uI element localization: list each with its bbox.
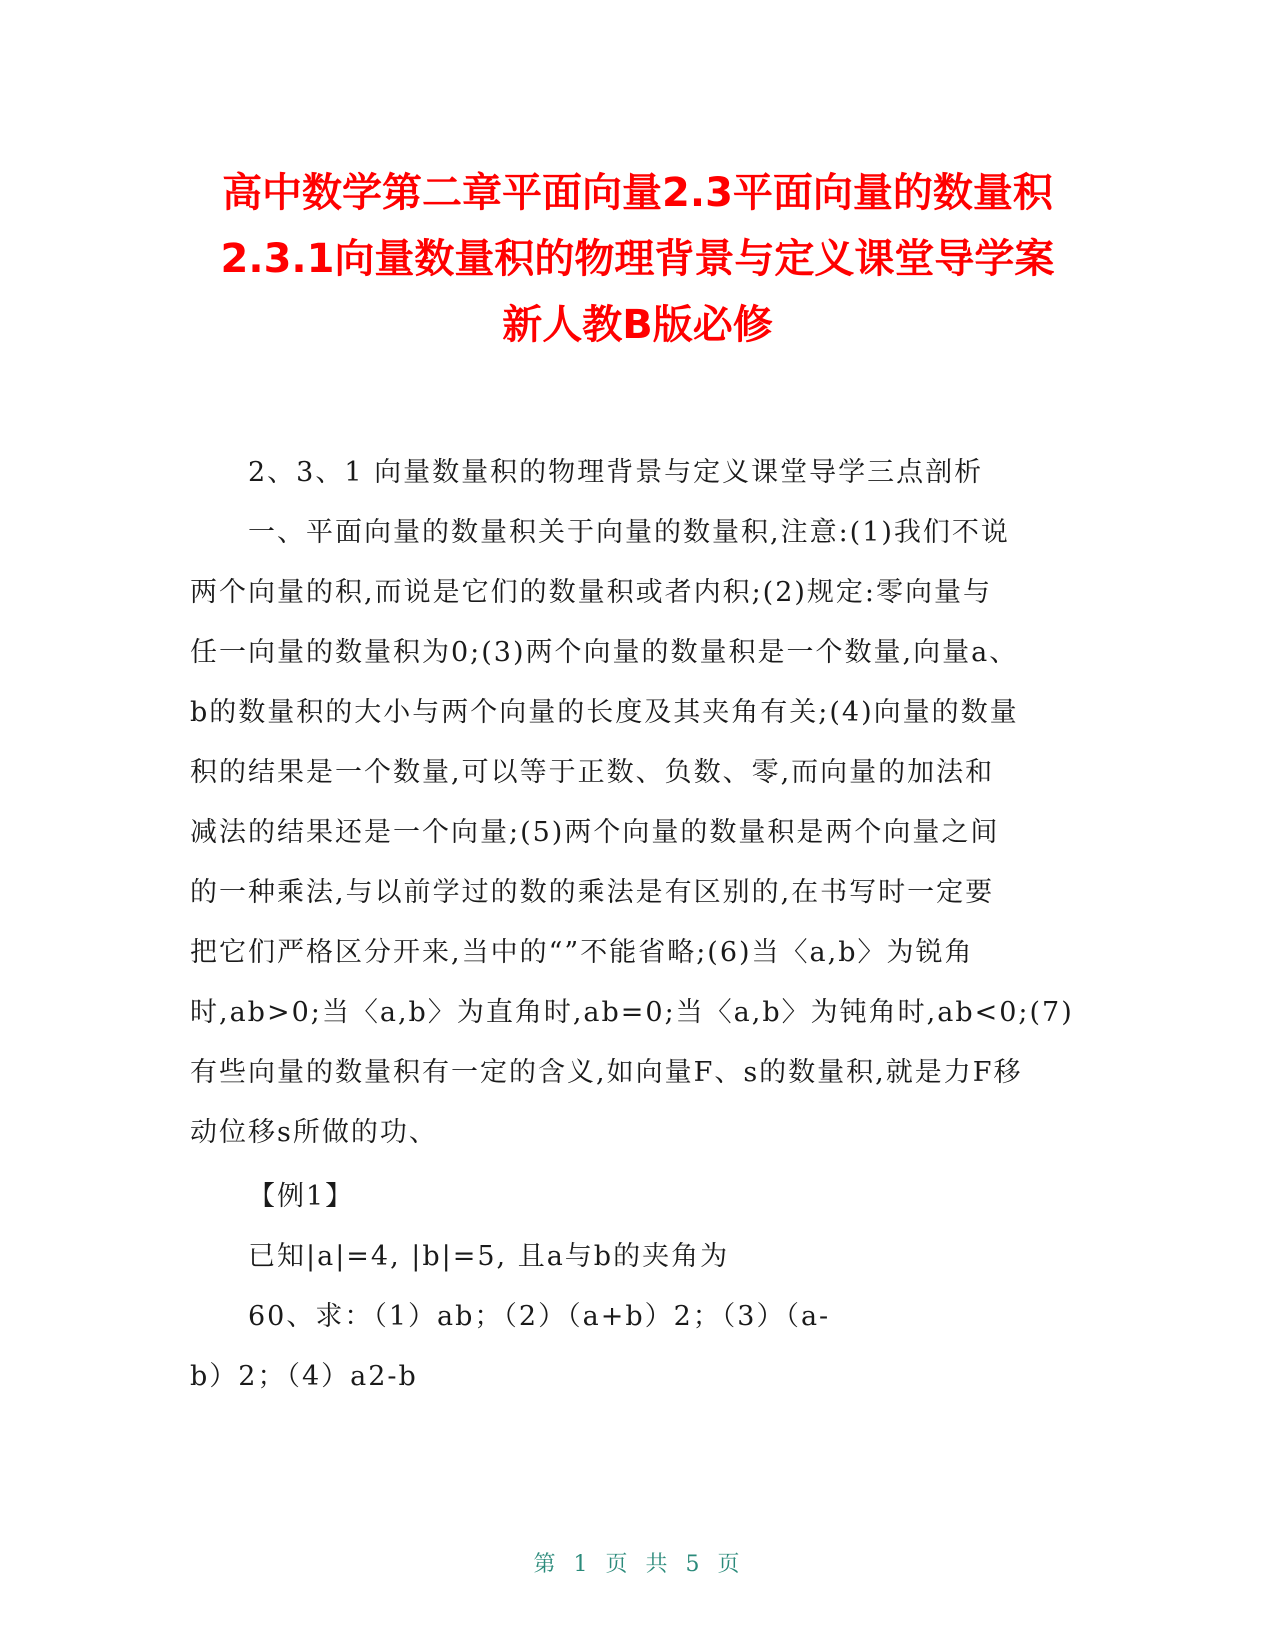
paragraph-line: b的数量积的大小与两个向量的长度及其夹角有关;(4)向量的数量 [190, 697, 1019, 728]
paragraph-line: 任一向量的数量积为0;(3)两个向量的数量积是一个数量,向量a、 [190, 637, 1019, 668]
title-line-3: 新人教B版必修 [502, 302, 773, 348]
document-body [190, 443, 1074, 1407]
example-line-3: b）2；（4）a2-b [190, 1361, 418, 1392]
title-line-2: 2.3.1向量数量积的物理背景与定义课堂导学案 [220, 236, 1055, 282]
footer-total-pages: 5 [685, 1552, 702, 1577]
paragraph-line: 积的结果是一个数量,可以等于正数、负数、零,而向量的加法和 [190, 757, 995, 788]
main-paragraph [190, 503, 1074, 1163]
footer-page-label: 第 [533, 1552, 558, 1577]
section-heading: 2、3、1 向量数量积的物理背景与定义课堂导学三点剖析 [248, 457, 984, 488]
footer-total-unit: 页 [717, 1552, 742, 1577]
footer-page-number: 1 [573, 1552, 590, 1577]
paragraph-line: 的一种乘法,与以前学过的数的乘法是有区别的,在书写时一定要 [190, 877, 995, 908]
page-footer [0, 1547, 1275, 1578]
paragraph-line: 动位移s所做的功、 [190, 1117, 438, 1148]
paragraph-line: 时,ab>0;当〈a,b〉为直角时,ab=0;当〈a,b〉为钝角时,ab<0;(7) [190, 997, 1074, 1028]
paragraph-line: 把它们严格区分开来,当中的“”不能省略;(6)当〈a,b〉为锐角 [190, 937, 974, 968]
paragraph-line: 一、平面向量的数量积关于向量的数量积,注意:(1)我们不说 [248, 517, 1010, 548]
footer-page-unit: 页 [605, 1552, 630, 1577]
example-line-2: 60、求：（1）ab；（2）（a+b）2；（3）（a- [248, 1301, 831, 1332]
document-title [150, 160, 1125, 358]
example-line-1: 已知|a|=4, |b|=5, 且a与b的夹角为 [248, 1241, 730, 1272]
title-line-1: 高中数学第二章平面向量2.3平面向量的数量积 [222, 170, 1053, 216]
footer-total-label: 共 [645, 1552, 670, 1577]
paragraph-line: 有些向量的数量积有一定的含义,如向量F、s的数量积,就是力F移 [190, 1057, 1023, 1088]
paragraph-line: 两个向量的积,而说是它们的数量积或者内积;(2)规定:零向量与 [190, 577, 993, 608]
paragraph-line: 减法的结果还是一个向量;(5)两个向量的数量积是两个向量之间 [190, 817, 1000, 848]
example-label: 【例1】 [248, 1181, 355, 1212]
